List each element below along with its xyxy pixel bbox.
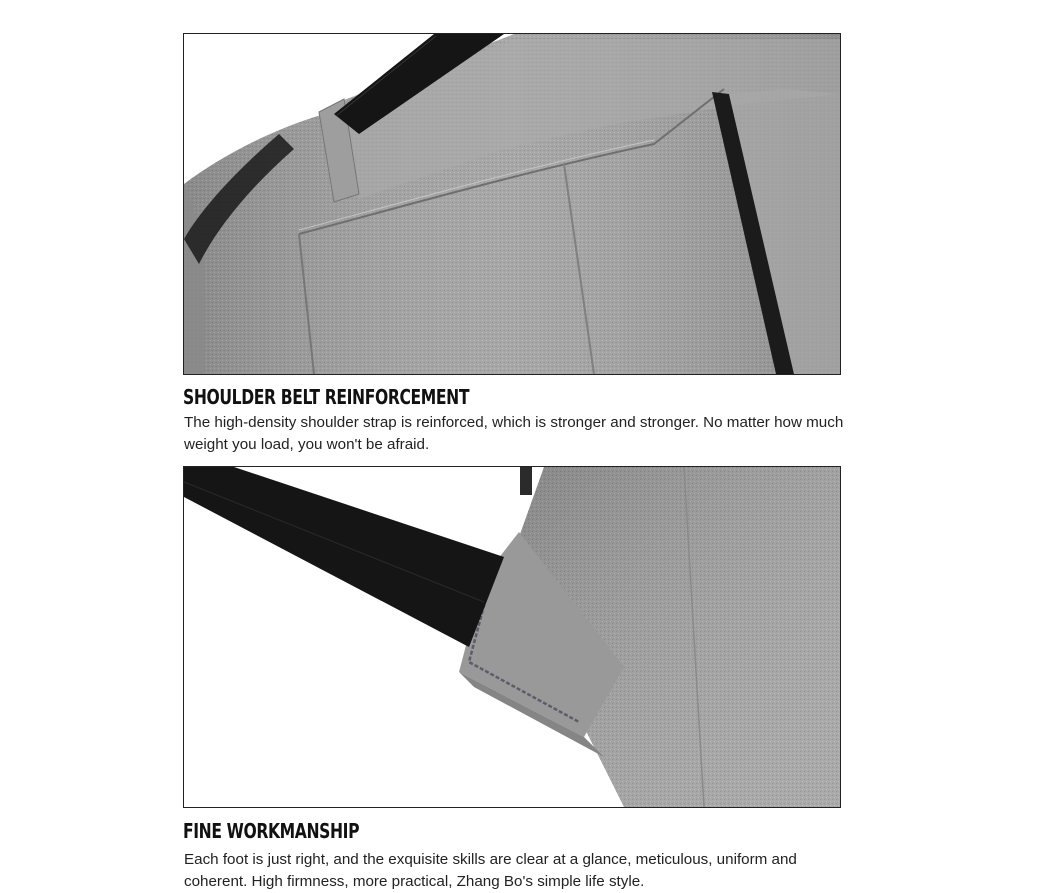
section-title: SHOULDER BELT REINFORCEMENT [183,385,470,409]
shoulder-belt-photo [183,33,841,375]
section-title: FINE WORKMANSHIP [183,819,360,843]
section-description: Each foot is just right, and the exquisite skills are clear at a glance, meticulous, uniform and coherent. High firmness, more practical, Zhang Bo's simple life style. [184,851,797,890]
workmanship-photo [183,466,841,808]
section-description: The high-density shoulder strap is reinforced, which is stronger and stronger. No matter how much weight you load, you won't be afraid. [184,414,844,453]
